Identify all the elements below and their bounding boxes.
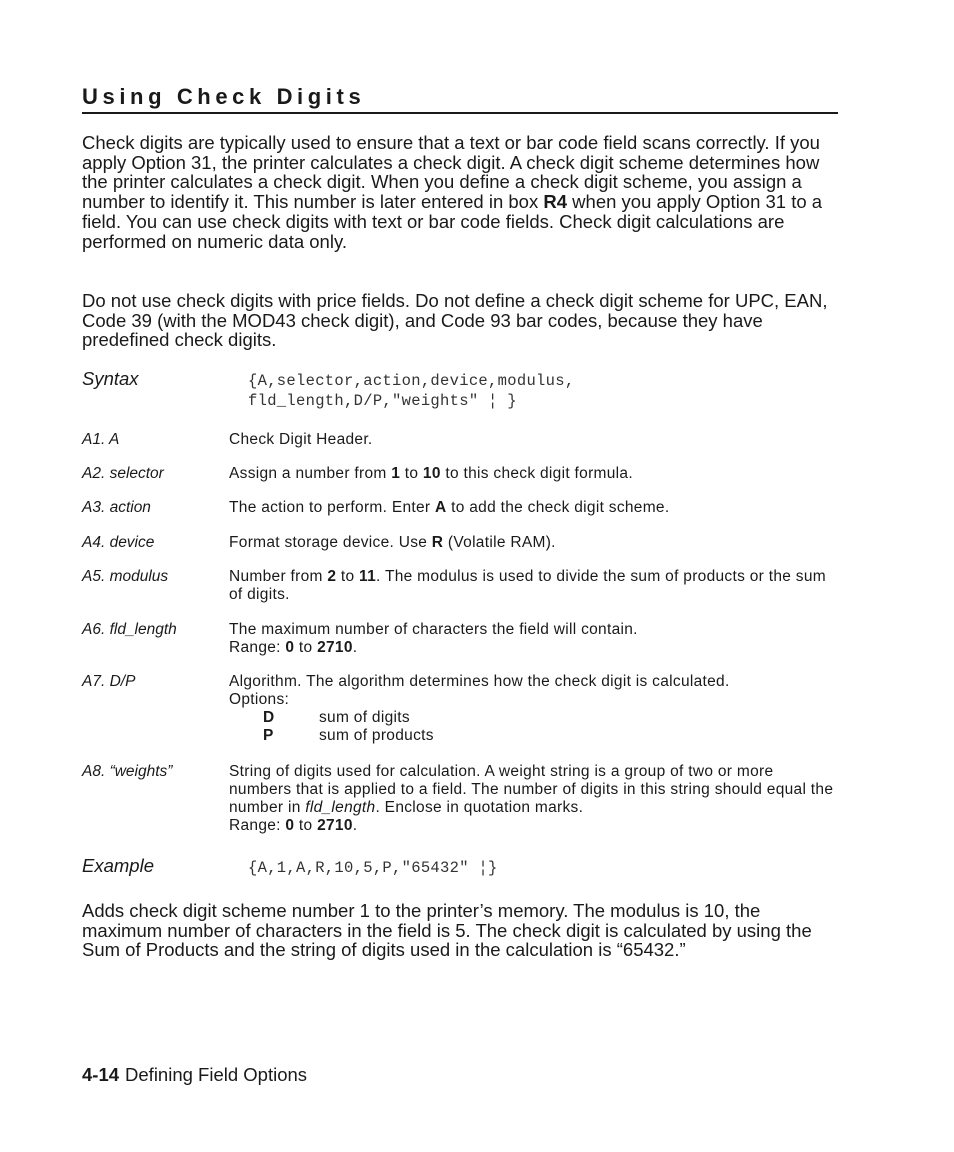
intro-text-2: when you apply Option 31 to a field. You can use check digits with text or bar code fields. Check digit calculations are performed on numeric data only. — [82, 191, 823, 252]
param-a2-desc: Assign a number from 1 to 10 to this check digit formula. — [229, 465, 633, 482]
box-r4: R4 — [543, 191, 568, 213]
param-a2-name: A2. selector — [82, 465, 164, 482]
syntax-line-1: {A,selector,action,device,modulus, — [248, 372, 575, 390]
param-a5-desc: Number from 2 to 11. The modulus is used to divide the sum of products or the sum of digits. — [229, 568, 826, 603]
option-d: D sum of digits — [263, 709, 410, 726]
page-footer — [82, 1064, 307, 1086]
example-explanation: Adds check digit scheme number 1 to the printer’s memory. The modulus is 10, the maximum number of characters in the field is 5. The check digit is calculated by using the Sum of Products and the string of digits used in the calculation is “65432.” — [82, 900, 812, 961]
param-a3-name: A3. action — [82, 499, 151, 516]
page-title: Using Check Digits — [82, 84, 366, 109]
param-a5-name: A5. modulus — [82, 568, 169, 585]
chapter-title: Defining Field Options — [125, 1064, 308, 1085]
param-a4-desc: Format storage device. Use R (Volatile RAM). — [229, 534, 556, 551]
param-a4-name: A4. device — [82, 534, 155, 551]
param-a3-desc: The action to perform. Enter A to add the check digit scheme. — [229, 499, 670, 516]
param-a7-name: A7. D/P — [82, 673, 136, 690]
param-a7-desc: Algorithm. The algorithm determines how the check digit is calculated. Options: D sum of digits P sum of products — [229, 673, 839, 745]
param-a1-name: A1. A — [82, 431, 120, 448]
param-a1-desc: Check Digit Header. — [229, 431, 373, 448]
param-a8-desc: String of digits used for calculation. A weight string is a group of two or more numbers that is applied to a field. The number of digits in this string should equal the number in fld_length. Enclose in quotation marks. Range: 0 to 2710. — [229, 763, 834, 834]
param-a8-name: A8. “weights” — [82, 763, 173, 780]
section-heading — [82, 84, 838, 114]
syntax-line-2: fld_length,D/P,"weights" ¦ } — [248, 392, 517, 410]
warning-paragraph: Do not use check digits with price fields. Do not define a check digit scheme for UPC, EAN, Code 39 (with the MOD43 check digit), and Code 93 bar codes, because they have predefined check digits. — [82, 290, 828, 351]
param-a6-desc: The maximum number of characters the field will contain. Range: 0 to 2710. — [229, 621, 638, 656]
param-a6-name: A6. fld_length — [82, 621, 177, 638]
intro-text-1: Check digits are typically used to ensure that a text or bar code field scans correctly. If you apply Option 31, the printer calculates a check digit. A check digit scheme determines how the printer calculates a check digit. When you define a check digit scheme, you assign a number to identify it. This number is later entered in box — [82, 132, 820, 213]
page-number: 4-14 — [82, 1064, 120, 1085]
intro-paragraph — [82, 133, 842, 251]
syntax-label: Syntax — [82, 368, 139, 389]
option-p: P sum of products — [263, 727, 434, 744]
example-label: Example — [82, 855, 154, 876]
example-code: {A,1,A,R,10,5,P,"65432" ¦} — [248, 859, 498, 877]
